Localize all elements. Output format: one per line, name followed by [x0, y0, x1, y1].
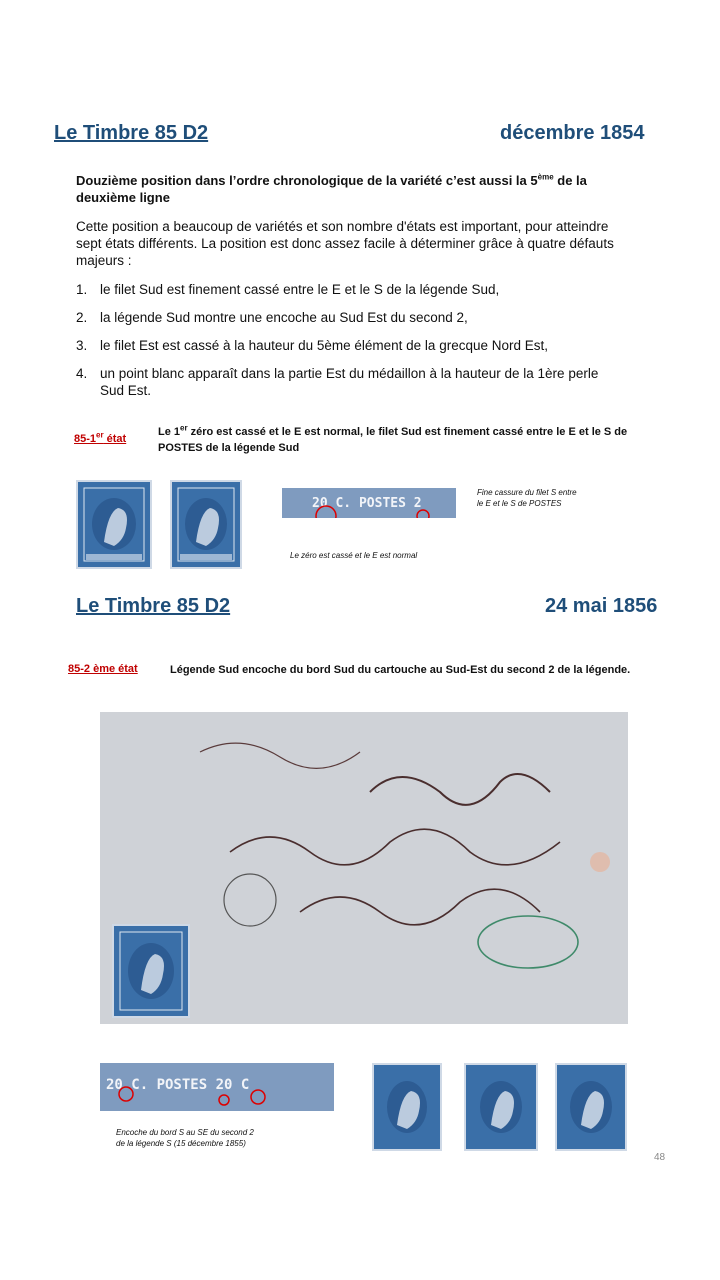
caption-right-1: Fine cassure du filet S entre: [477, 488, 577, 497]
intro-text-b: de la: [553, 173, 587, 188]
intro-sup: ème: [537, 172, 554, 182]
para-line-1: Cette position a beaucoup de variétés et son nombre d'états est important, pour atteindre: [76, 219, 609, 234]
section2-title: Le Timbre 85 D2: [76, 595, 231, 617]
stamp-image: [112, 924, 190, 1018]
list-text: le filet Est est cassé à la hauteur du 5ème élément de la grecque Nord Est,: [100, 338, 548, 353]
letter-cover-image: [100, 712, 628, 1024]
list-num: 4.: [76, 366, 88, 381]
para-line-2: sept états différents. La position est donc assez facile à déterminer grâce à quatre défauts: [76, 236, 614, 251]
intro-paragraph: [76, 218, 686, 269]
highlight-circle-icon: [282, 488, 456, 518]
intro-text-c: deuxième ligne: [76, 190, 170, 205]
stamp-portrait-icon: [114, 926, 188, 1016]
caption-below: Le zéro est cassé et le E est normal: [290, 551, 418, 560]
list-text: le filet Sud est finement cassé entre le E et le S de la légende Sud,: [100, 282, 500, 297]
strip-text-2: 20 C. POSTES 20 C: [106, 1077, 250, 1093]
stamp-image: [464, 1063, 538, 1151]
stamp-detail-strip-2: [100, 1063, 334, 1111]
stamp-portrait-icon: [374, 1065, 440, 1149]
list-item: [76, 309, 676, 327]
caption-right: [477, 487, 577, 509]
section1-title: Le Timbre 85 D2: [54, 122, 209, 144]
stamp-image: [372, 1063, 442, 1151]
etat-label-2: 85-2 ème état: [68, 663, 138, 675]
caption-2-line-1: Encoche du bord S au SE du second 2: [116, 1128, 254, 1137]
stamp-portrait-icon: [466, 1065, 536, 1149]
stamp-image: [170, 480, 242, 569]
list-num: 2.: [76, 310, 88, 325]
etat-desc-a: Le 1: [158, 426, 181, 438]
list-item: [76, 337, 676, 355]
intro-heading: [76, 172, 676, 206]
list-item: [76, 365, 676, 401]
stamp-portrait-icon: [557, 1065, 625, 1149]
list-text-cont: Sud Est.: [100, 383, 152, 398]
list-num: 3.: [76, 338, 88, 353]
list-text: la légende Sud montre une encoche au Sud Est du second 2,: [100, 310, 468, 325]
stamp-portrait-icon: [78, 482, 150, 567]
para-line-3: majeurs :: [76, 253, 132, 268]
list-num: 1.: [76, 282, 88, 297]
section2-date: 24 mai 1856: [545, 595, 658, 617]
etat-desc-c: POSTES de la légende Sud: [158, 442, 300, 454]
caption-2-line-2: de la légende S (15 décembre 1855): [116, 1139, 246, 1148]
etat-label-1: [74, 430, 127, 445]
intro-text-a: Douzième position dans l’ordre chronologique de la variété c’est aussi la 5: [76, 173, 538, 188]
list-item: [76, 281, 676, 299]
page-number: 48: [654, 1152, 666, 1163]
stamp-portrait-icon: [172, 482, 240, 567]
strip-text: 20 C. POSTES 2: [312, 496, 422, 511]
etat-label-a: 85-1: [74, 433, 97, 445]
stamp-detail-strip: [282, 488, 456, 518]
etat-desc-sup: er: [180, 423, 188, 433]
etat-description-2: Légende Sud encoche du bord Sud du cartouche au Sud-Est du second 2 de la légende.: [170, 664, 631, 676]
stamp-image: [76, 480, 152, 569]
caption-2: [116, 1127, 254, 1149]
highlight-circle-icon: [100, 1063, 334, 1111]
etat-label-b: état: [103, 433, 127, 445]
caption-right-2: le E et le S de POSTES: [477, 499, 562, 508]
stamp-image: [555, 1063, 627, 1151]
section1-date: décembre 1854: [500, 122, 645, 144]
etat-description-1: [158, 424, 658, 456]
etat-label-sup: er: [96, 430, 104, 440]
etat-desc-b: zéro est cassé et le E est normal, le filet Sud est finement cassé entre le E et le S de: [187, 426, 628, 438]
list-text: un point blanc apparaît dans la partie Est du médaillon à la hauteur de la 1ère perle: [100, 366, 599, 381]
